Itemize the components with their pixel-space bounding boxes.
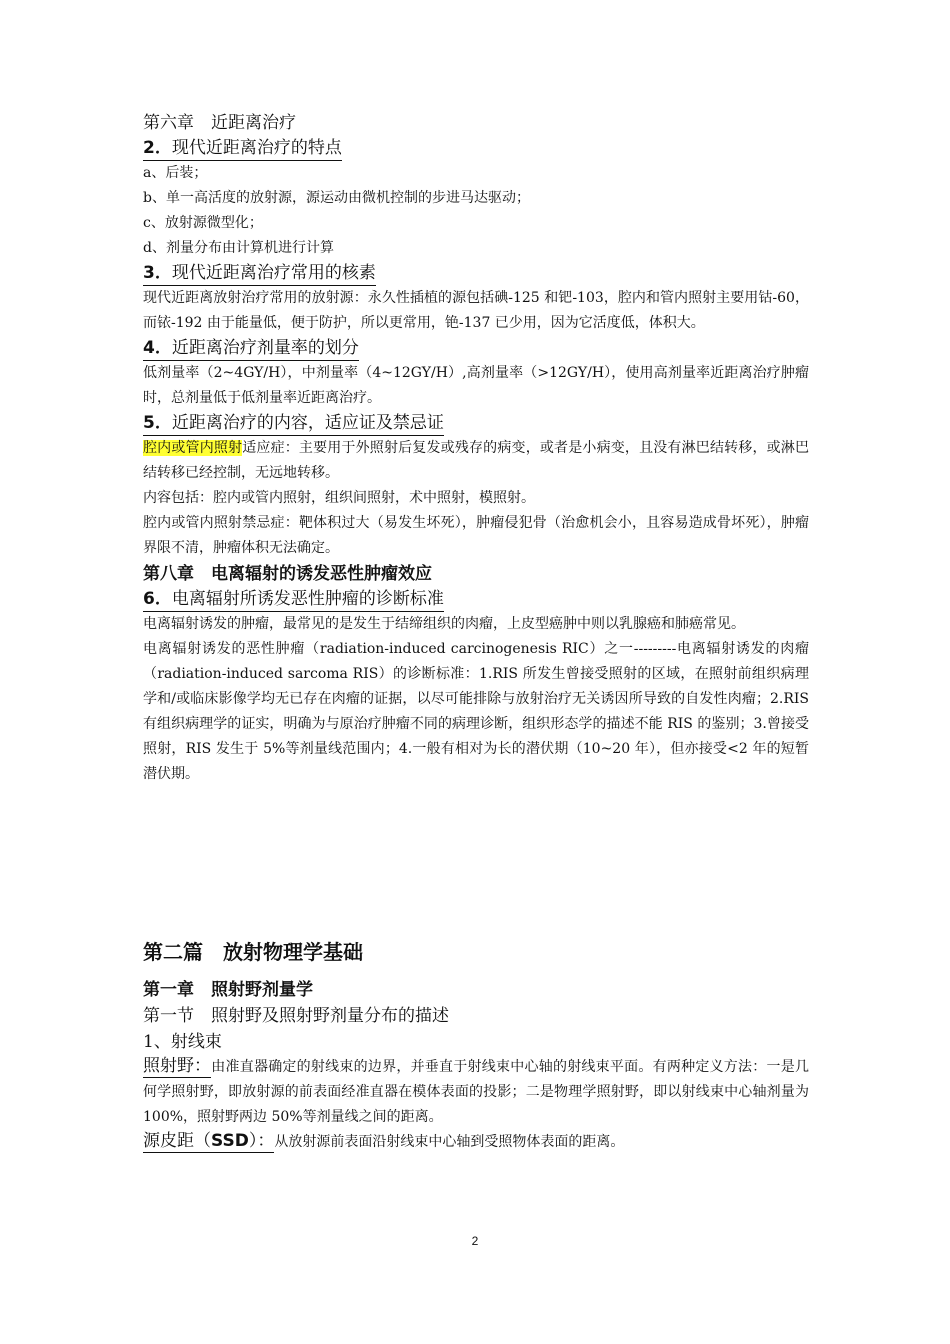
section-5-heading bbox=[143, 411, 444, 436]
section-4-number: 4． bbox=[143, 338, 172, 358]
section-5-paragraph-1 bbox=[143, 436, 809, 486]
section-5-indication-text: 适应症：主要用于外照射后复发或残存的病变，或者是小病变，且没有淋巴结转移，或淋巴结转移已经控制，无远地转移。 bbox=[143, 440, 809, 481]
section-6-heading bbox=[143, 587, 444, 612]
term-ssd-abbrev: SSD bbox=[211, 1131, 249, 1151]
section-3 bbox=[143, 261, 809, 336]
section-2-number: 2． bbox=[143, 138, 172, 158]
chapter-8-title: 第八章 电离辐射的诱发恶性肿瘤效应 bbox=[143, 564, 432, 584]
part-2-title: 第二篇 放射物理学基础 bbox=[143, 940, 363, 964]
section-4 bbox=[143, 336, 809, 411]
term-ssd-part-a: 源皮距（ bbox=[143, 1131, 211, 1151]
section-6-paragraph-1: 电离辐射诱发的肿瘤，最常见的是发生于结缔组织的肉瘤，上皮型癌肿中则以乳腺癌和肺癌常见。 bbox=[143, 616, 745, 632]
section-3-title: 现代近距离治疗常用的核素 bbox=[171, 263, 376, 283]
page-content bbox=[143, 110, 809, 1155]
term-field: 照射野： bbox=[143, 1056, 211, 1076]
highlighted-text: 腔内或管内照射 bbox=[143, 440, 243, 456]
term-ssd bbox=[143, 1130, 274, 1153]
section-6-paragraph-2: 电离辐射诱发的恶性肿瘤（radiation-induced carcinogenesis RIC）之一---------电离辐射诱发的肉瘤（radiation-induced sarcoma RIS）的诊断标准：1.RIS 所发生曾接受照射的区域，在照射前组织病理学和/或临床影像学均无已存在肉瘤的证据，以尽可能排除与放射治疗无关诱因所导致的自发性肉瘤；2.RIS 有组织病理学的证实，明确为与原治疗肿瘤不同的病理诊断，组织形态学的描述不能 RIS 的鉴别；3.曾接受照射，RIS 发生于 5%等剂量线范围内；4.一般有相对为长的潜伏期（10~20 年），但亦接受<2 年的短暂潜伏期。 bbox=[143, 641, 809, 782]
section-1-title: 第一节 照射野及照射野剂量分布的描述 bbox=[143, 1006, 449, 1026]
page-number: 2 bbox=[471, 1234, 479, 1248]
section-4-paragraph: 低剂量率（2~4GY/H），中剂量率（4~12GY/H）,高剂量率（>12GY/H），使用高剂量率近距离治疗肿瘤时，总剂量低于低剂量率近距离治疗。 bbox=[143, 365, 809, 406]
section-6-number: 6． bbox=[143, 589, 172, 609]
list-item: a、后装； bbox=[143, 165, 208, 181]
section-5-title: 近距离治疗的内容，适应证及禁忌证 bbox=[171, 413, 444, 433]
section-2 bbox=[143, 136, 809, 261]
item-1-title: 1、射线束 bbox=[143, 1032, 222, 1052]
section-3-paragraph: 现代近距离放射治疗常用的放射源：永久性插植的源包括碘-125 和钯-103，腔内和管内照射主要用钴-60，而铱-192 由于能量低，便于防护，所以更常用，铯-137 已少用，因为它活度低，体积大。 bbox=[143, 290, 809, 331]
term-ssd-part-c: ）： bbox=[248, 1131, 275, 1151]
section-5-paragraph-3: 腔内或管内照射禁忌症：靶体积过大（易发生坏死），肿瘤侵犯骨（治愈机会小，且容易造成骨坏死），肿瘤界限不清，肿瘤体积无法确定。 bbox=[143, 515, 809, 556]
chapter-6-title: 第六章 近距离治疗 bbox=[143, 113, 296, 133]
field-definition-paragraph bbox=[143, 1055, 809, 1130]
section-2-title: 现代近距离治疗的特点 bbox=[171, 138, 342, 158]
list-item: d、剂量分布由计算机进行计算 bbox=[143, 240, 334, 256]
list-item: c、放射源微型化； bbox=[143, 215, 263, 231]
ssd-definition-paragraph bbox=[143, 1130, 809, 1155]
chapter-1-title: 第一章 照射野剂量学 bbox=[143, 980, 313, 1000]
section-5 bbox=[143, 411, 809, 561]
section-4-title: 近距离治疗剂量率的划分 bbox=[171, 338, 359, 358]
list-item: b、单一高活度的放射源，源运动由微机控制的步进马达驱动； bbox=[143, 190, 530, 206]
section-3-number: 3． bbox=[143, 263, 172, 283]
blank-space bbox=[143, 787, 809, 937]
field-definition-text: 由准直器确定的射线束的边界，并垂直于射线束中心轴的射线束平面。有两种定义方法：一是几何学照射野，即放射源的前表面经准直器在模体表面的投影；二是物理学照射野，即以射线束中心轴剂量为 100%，照射野两边 50%等剂量线之间的距离。 bbox=[143, 1059, 809, 1125]
section-5-paragraph-2: 内容包括：腔内或管内照射，组织间照射，术中照射，模照射。 bbox=[143, 490, 535, 506]
section-6-title: 电离辐射所诱发恶性肿瘤的诊断标准 bbox=[171, 589, 444, 609]
section-6 bbox=[143, 587, 809, 787]
section-4-heading bbox=[143, 336, 359, 361]
section-5-number: 5． bbox=[143, 413, 172, 433]
section-2-heading bbox=[143, 136, 342, 161]
section-3-heading bbox=[143, 261, 376, 286]
ssd-definition-text: 从放射源前表面沿射线束中心轴到受照物体表面的距离。 bbox=[274, 1134, 625, 1150]
